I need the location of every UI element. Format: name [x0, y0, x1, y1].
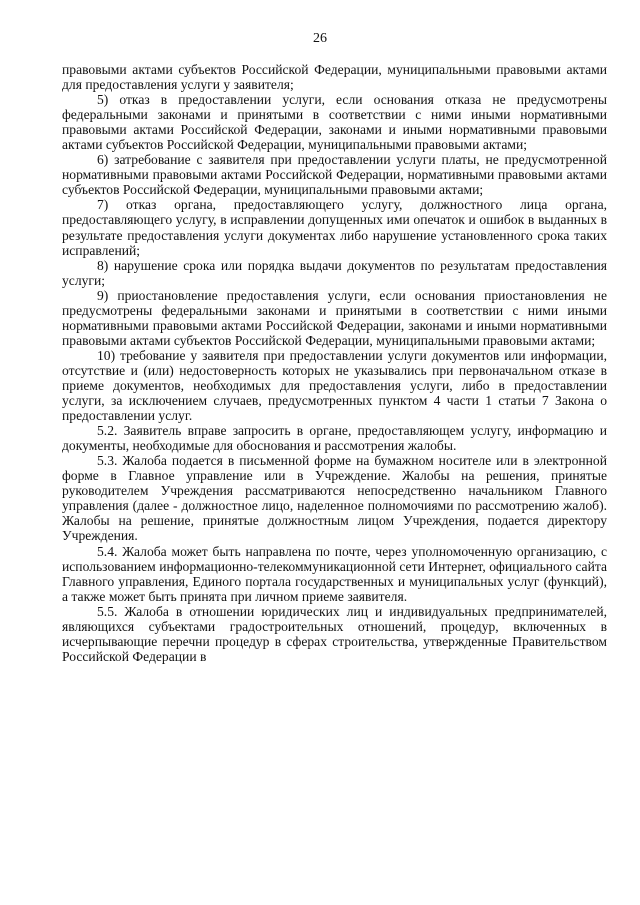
- paragraph-section-5-3: 5.3. Жалоба подается в письменной форме на бумажном носителе или в электронной форме в Главное управление или в Учреждение. Жалобы на решения, принятые руководителем Учреждения рассматриваются непосредственно начальником Главного управления (далее - должностное лицо, наделенное полномочиями по рассмотрению жалоб). Жалобы на решение, принятые должностным лицом Учреждения, подается директору Учреждения.: [62, 453, 607, 544]
- paragraph-section-5-2: 5.2. Заявитель вправе запросить в органе, предоставляющем услугу, информацию и документы, необходимые для обоснования и рассмотрения жалобы.: [62, 423, 607, 454]
- paragraph-item-5: 5) отказ в предоставлении услуги, если основания отказа не предусмотрены федеральными законами и принятыми в соответствии с ними иными нормативными правовыми актами Российской Федерации, законами и иными нормативными правовыми актами субъектов Российской Федерации, муниципальными правовыми актами;: [62, 92, 607, 153]
- paragraph-item-7: 7) отказ органа, предоставляющего услугу, должностного лица органа, предоставляющего услугу, в исправлении допущенных ими опечаток и ошибок в выданных в результате предоставления услуги документах либо нарушение установленного срока таких исправлений;: [62, 197, 607, 258]
- document-body: [62, 62, 607, 664]
- paragraph-item-6: 6) затребование с заявителя при предоставлении услуги платы, не предусмотренной нормативными правовыми актами Российской Федерации, нормативными правовыми актами субъектов Российской Федерации, муниципальными правовыми актами;: [62, 152, 607, 198]
- paragraph-continuation: правовыми актами субъектов Российской Федерации, муниципальными правовыми актами для предоставления услуги у заявителя;: [62, 62, 607, 93]
- paragraph-section-5-4: 5.4. Жалоба может быть направлена по почте, через уполномоченную организацию, с использованием информационно-телекоммуникационной сети Интернет, официального сайта Главного управления, Единого портала государственных и муниципальных услуг (функций), а также может быть принята при личном приеме заявителя.: [62, 543, 607, 604]
- paragraph-item-9: 9) приостановление предоставления услуги, если основания приостановления не предусмотрены федеральными законами и принятыми в соответствии с ними иными нормативными правовыми актами Российской Федерации, законами и иными нормативными правовыми актами субъектов Российской Федерации, муниципальными правовыми актами;: [62, 287, 607, 348]
- paragraph-item-8: 8) нарушение срока или порядка выдачи документов по результатам предоставления услуги;: [62, 257, 607, 288]
- paragraph-item-10: 10) требование у заявителя при предоставлении услуги документов или информации, отсутствие и (или) недостоверность которых не указывались при первоначальном отказе в приеме документов, необходимых для предоставления услуги, либо в предоставлении услуги, за исключением случаев, предусмотренных пунктом 4 части 1 статьи 7 Закона о предоставлении услуг.: [62, 347, 607, 424]
- page-number: 26: [313, 31, 327, 46]
- paragraph-section-5-5: 5.5. Жалоба в отношении юридических лиц и индивидуальных предпринимателей, являющихся субъектами градостроительных отношений, процедур, включенных в исчерпывающие перечни процедур в сферах строительства, утвержденные Правительством Российской Федерации в: [62, 603, 607, 664]
